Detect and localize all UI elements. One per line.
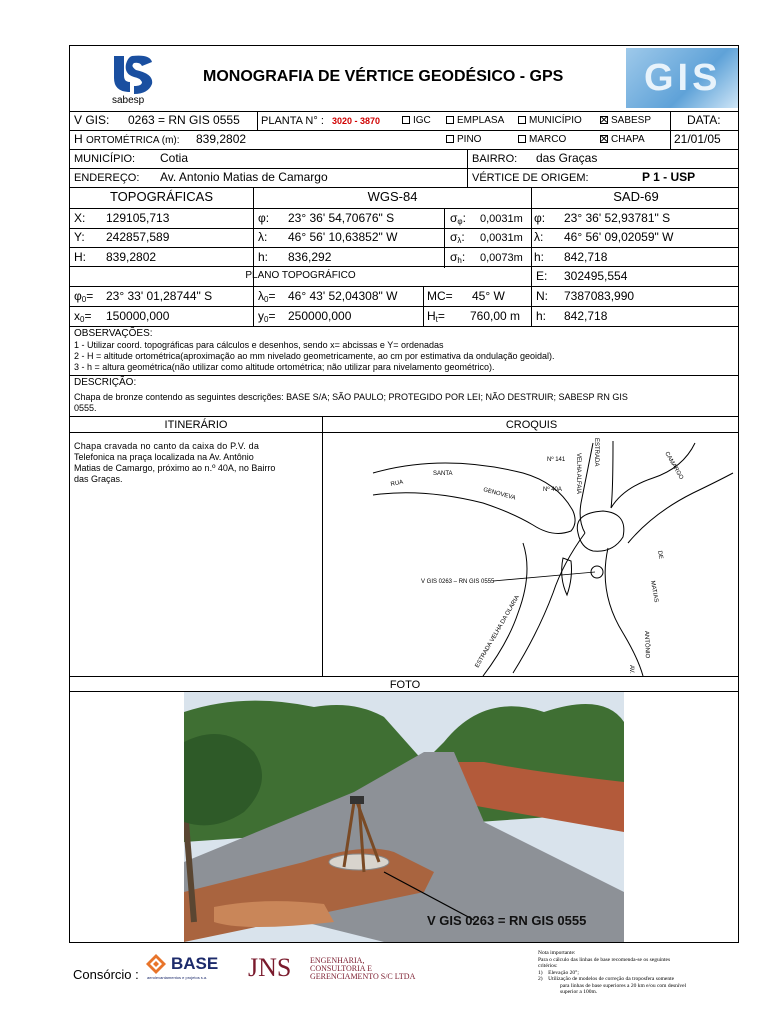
- sabesp-logo: [106, 52, 158, 106]
- date-value: 21/01/05: [674, 132, 721, 146]
- croquis-title: CROQUIS: [505, 419, 558, 431]
- obs-title: OBSERVAÇÕES:: [74, 328, 153, 339]
- sabesp-logo-text: sabesp: [112, 95, 145, 106]
- croquis-label-av: AV.: [628, 665, 634, 674]
- checkbox-emplasa[interactable]: [446, 116, 454, 124]
- croquis-label-velha-alfaia: VELHA ALFAIA: [575, 453, 581, 495]
- wgs-h-value: 836,292: [288, 250, 332, 264]
- sigma-lambda-value: 0,0031m: [480, 232, 523, 244]
- footer-note: Nota importante: Para o cálculo das linhas de base recomenda-se os seguintes critérios: 1) Elevação 20°; 2) Utilização de modelos de correção da troposfera somente para linhas de base superiores a 20 km e/ou com desnível superior a 100m.: [538, 950, 687, 995]
- check-municipio[interactable]: MUNICÍPIO: [518, 114, 582, 128]
- croquis-label-n40a: Nº 40A: [543, 487, 562, 493]
- check-pino[interactable]: PINO: [446, 133, 481, 147]
- sad-title: SAD-69: [613, 189, 659, 204]
- sad-phi-value: 23° 36' 52,93781" S: [564, 211, 671, 225]
- phi0-value: 23° 33' 01,28744" S: [106, 289, 213, 303]
- checkbox-marco[interactable]: [518, 135, 526, 143]
- croquis-label-rua: RUA: [390, 479, 404, 488]
- plano-title: PLANO TOPOGRÁFICO: [245, 270, 356, 281]
- y-value: 242857,589: [106, 230, 170, 244]
- municipio-label: MUNICÍPIO:: [74, 153, 136, 165]
- croquis-label-camargo: CAMARGO: [663, 451, 684, 481]
- croquis-label-estrada: ESTRADA: [593, 438, 599, 467]
- bairro-value: das Graças: [536, 151, 598, 165]
- wgs-title: WGS-84: [367, 189, 418, 204]
- municipio-value: Cotia: [160, 151, 189, 165]
- n-value: 7387083,990: [564, 289, 635, 303]
- gis-logo: GIS: [626, 48, 738, 108]
- ht-value: 760,00 m: [470, 309, 521, 323]
- obs-line-2: 2 - H = altitude ortométrica(aproximação ao mm nivelado geometricamente, ao cm por estimativa da ondulação geoidal).: [74, 351, 555, 361]
- vgis-label: V GIS:: [74, 113, 110, 127]
- x-value: 129105,713: [106, 211, 170, 225]
- sigma-h-value: 0,0073m: [480, 252, 523, 264]
- checkbox-sabesp[interactable]: [600, 116, 608, 124]
- sigma-phi-value: 0,0031m: [480, 213, 523, 225]
- croquis-label-antonio: ANTÔNIO: [643, 630, 650, 659]
- obs-line-3: 3 - h = altura geométrica(não utilizar como altitude ortométrica; não utilizar para nivelamento geométrico).: [74, 362, 495, 372]
- descricao-text-1: Chapa de bronze contendo as seguintes descrições: BASE S/A; SÃO PAULO; PROTEGIDO POR LEI; NÃO DESTRUIR; SABESP RN GIS: [74, 392, 628, 402]
- jns-logo: JNS ENGENHARIA, CONSULTORIA E GERENCIAMENTO S/C LTDA: [248, 953, 416, 982]
- croquis-label-matias: MATIAS: [649, 580, 659, 603]
- base-diamond-icon: [145, 953, 167, 975]
- e-value: 302495,554: [564, 269, 628, 283]
- obs-line-1: 1 - Utilizar coord. topográficas para cálculos e desenhos, sendo x= abcissas e Y= ordenadas: [74, 340, 444, 350]
- h-ortometrica-value: 839,2802: [196, 132, 247, 146]
- y0-value: 250000,000: [288, 309, 352, 323]
- x0-value: 150000,000: [106, 309, 170, 323]
- check-emplasa[interactable]: EMPLASA: [446, 114, 504, 128]
- wgs-phi-value: 23° 36' 54,70676" S: [288, 211, 395, 225]
- croquis-label-estrada-velha: ESTRADA VELHA DA OLARIA: [474, 594, 521, 669]
- checkbox-igc[interactable]: [402, 116, 410, 124]
- site-photo: [184, 692, 624, 942]
- croquis-label-santa: SANTA: [433, 471, 453, 477]
- wgs-lambda-value: 46° 56' 10,63852" W: [288, 230, 398, 244]
- itinerario-line-3: Matias de Camargo, próximo ao n.º 40A, no Bairro: [74, 463, 276, 473]
- descricao-text-2: 0555.: [74, 403, 97, 413]
- bairro-label: BAIRRO:: [472, 153, 518, 165]
- base-logo-sub: aerolevantamentos e projetos s.a.: [147, 975, 208, 980]
- vertice-label: VÉRTICE DE ORIGEM:: [472, 172, 589, 184]
- sad-lambda-value: 46° 56' 09,02059" W: [564, 230, 674, 244]
- itinerario-title: ITINERÁRIO: [164, 419, 228, 431]
- data-label: DATA:: [687, 113, 721, 127]
- page-title: MONOGRAFIA DE VÉRTICE GEODÉSICO - GPS: [203, 68, 564, 85]
- consorcio-label: Consórcio :: [73, 967, 139, 982]
- foto-title: FOTO: [389, 679, 421, 691]
- planta-label: PLANTA N° :: [261, 115, 324, 127]
- checkbox-chapa[interactable]: [600, 135, 608, 143]
- h-ortometrica: H ORTOMÉTRICA (m):: [74, 132, 180, 146]
- checkbox-pino[interactable]: [446, 135, 454, 143]
- monograph-sheet: sabesp MONOGRAFIA DE VÉRTICE GEODÉSICO - GPS GIS V GIS: 0263 = RN GIS 0555 PLANTA N° : 3020 - 3870 IGC EMPLASA MUNICÍPIO SABESP DATA: H ORTOMÉTRICA (m): 839,2802 PINO MARCO CHAPA 21/01/05 MUNICÍPIO: Cotia BAIRRO: das Graças ENDEREÇO: Av. Antonio Matias de Camargo VÉRTICE DE ORIGEM: P 1 - USP TOPOGRÁFICAS WGS-84 SAD-69 X: 129105,713 Y: 242857,589 H: 839,2802 φ: 23° 36' 54,70676" S λ: 46° 56' 10,63852" W h: 836,292 $\sigma_\varphi$: 0,0031m $\sigma_\lambda$: 0,0031m $\sigma_h$: 0,0073m φ: 23° 36' 52,93781" S λ: 46° 56' 09,02059" W h: 842,718 PLANO TOPOGRÁFICO E: 302495,554 $\varphi_0=$ 23° 33' 01,28744" S $\lambda_0=$ 46° 43' 52,04308" W MC= 45° W N: 7387083,990 $x_0=$ 150000,000 $y_0=$ 250000,000 $H_t=$ 760,00 m h: 842,718 OBSERVAÇÕES: 1 - Utilizar coord. topográficas para cálculos e desenhos, sendo x= abcissas e Y= ordenadas 2 - H = altitude ortométrica(aproximação ao mm nivelado geometricamente, ao cm por estimativa da ondulação geoidal). 3 - h = altura geométrica(não utilizar como altitude ortométrica; não utilizar para nivelamento geométrico). DESCRIÇÃO: Chapa de bronze contendo as seguintes descrições: BASE S/A; SÃO PAULO; PROTEGIDO POR LEI; NÃO DESTRUIR; SABESP RN GIS 0555. ITINERÁRIO CROQUIS Chapa cravada no canto da caixa do P.V. da Telefonica na praça localizada na Av. Antônio Matias de Camargo, próximo ao n.º 40A, no Bairro das Graças. RUA SANTA GENOVEVA Nº 141 Nº 40A VELHA ALFAIA ESTRADA CAMARGO DE MATIAS ANTÔNIO AV. ESTRADA VELHA DA OLARIA V GIS 0263 – RN GIS 0555 FOTO V GIS 0263 = RN GIS 0555: [69, 45, 739, 943]
- photo-caption: V GIS 0263 = RN GIS 0555: [427, 913, 587, 928]
- topo-title: TOPOGRÁFICAS: [109, 189, 214, 204]
- lambda0-value: 46° 43' 52,04308" W: [288, 289, 398, 303]
- checkbox-municipio[interactable]: [518, 116, 526, 124]
- itinerario-line-1: Chapa cravada no canto da caixa do P.V. da: [74, 441, 260, 451]
- endereco-value: Av. Antonio Matias de Camargo: [160, 170, 328, 184]
- h2-value: 842,718: [564, 309, 608, 323]
- jns-logo-text: JNS: [248, 953, 292, 982]
- check-sabesp[interactable]: SABESP: [600, 114, 651, 128]
- base-logo: [145, 953, 235, 981]
- check-chapa[interactable]: CHAPA: [600, 133, 645, 147]
- mc-value: 45° W: [472, 289, 505, 303]
- croquis-label-vgis: V GIS 0263 – RN GIS 0555: [421, 579, 495, 585]
- descricao-title: DESCRIÇÃO:: [74, 377, 137, 388]
- itinerario-line-4: das Graças.: [74, 474, 123, 484]
- croquis-label-de: DE: [656, 550, 664, 560]
- sad-h-value: 842,718: [564, 250, 608, 264]
- itinerario-line-2: Telefonica na praça localizada na Av. Antônio: [74, 452, 254, 462]
- h-value: 839,2802: [106, 250, 157, 264]
- planta-value: 3020 - 3870: [332, 116, 381, 126]
- vertice-value: P 1 - USP: [642, 170, 696, 184]
- croquis-sketch: [323, 433, 740, 676]
- vgis-value: 0263 = RN GIS 0555: [128, 113, 240, 127]
- base-logo-text: BASE: [171, 954, 219, 973]
- endereco-label: ENDEREÇO:: [74, 172, 140, 184]
- check-igc[interactable]: IGC: [402, 114, 431, 128]
- croquis-label-n141: Nº 141: [547, 457, 566, 463]
- croquis-label-genoveva: GENOVEVA: [482, 487, 517, 502]
- check-marco[interactable]: MARCO: [518, 133, 566, 147]
